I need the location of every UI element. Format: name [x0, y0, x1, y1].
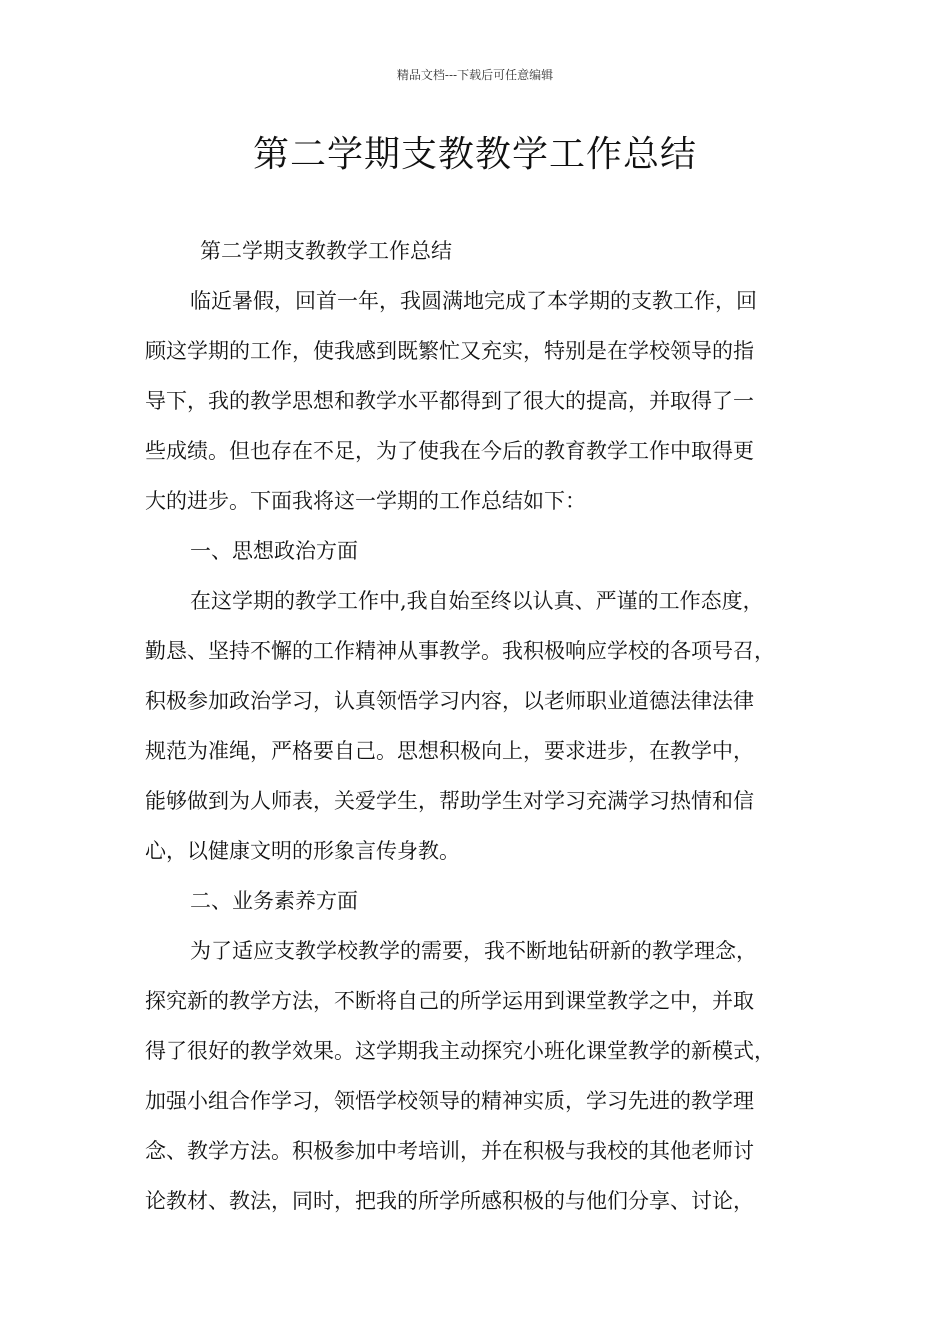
- paragraph-line: 能够做到为人师表，关爱学生，帮助学生对学习充满学习热情和信: [145, 789, 754, 813]
- subtitle-line: 第二学期支教教学工作总结: [200, 239, 452, 263]
- section-heading: 一、思想政治方面: [190, 539, 358, 563]
- paragraph-line: 大的进步。下面我将这一学期的工作总结如下：: [145, 489, 586, 513]
- document-body: [145, 226, 815, 1226]
- paragraph-line: 探究新的教学方法，不断将自己的所学运用到课堂教学之中，并取: [145, 989, 754, 1013]
- paragraph-line: 导下，我的教学思想和教学水平都得到了很大的提高，并取得了一: [145, 389, 754, 413]
- document-title: 第二学期支教教学工作总结: [252, 134, 697, 175]
- paragraph-line: 心，以健康文明的形象言传身教。: [145, 839, 460, 863]
- paragraph-line: 念、教学方法。积极参加中考培训，并在积极与我校的其他老师讨: [145, 1139, 754, 1163]
- section-heading: 二、业务素养方面: [190, 889, 358, 913]
- paragraph-line: 为了适应支教学校教学的需要，我不断地钻研新的教学理念，: [190, 939, 757, 963]
- page-header-note: 精品文档---下载后可任意编辑: [396, 68, 554, 82]
- paragraph-line: 积极参加政治学习，认真领悟学习内容，以老师职业道德法律法律: [145, 689, 754, 713]
- paragraph-line: 加强小组合作学习，领悟学校领导的精神实质，学习先进的教学理: [145, 1089, 754, 1113]
- paragraph-line: 得了很好的教学效果。这学期我主动探究小班化课堂教学的新模式，: [145, 1039, 775, 1063]
- paragraph-line: 在这学期的教学工作中,我自始至终以认真、严谨的工作态度，: [190, 589, 764, 613]
- paragraph-line: 勤恳、坚持不懈的工作精神从事教学。我积极响应学校的各项号召，: [145, 639, 775, 663]
- paragraph-line: 论教材、教法，同时，把我的所学所感积极的与他们分享、讨论，: [145, 1189, 754, 1213]
- paragraph-line: 些成绩。但也存在不足，为了使我在今后的教育教学工作中取得更: [145, 439, 754, 463]
- paragraph-line: 规范为准绳，严格要自己。思想积极向上，要求进步，在教学中，: [145, 739, 754, 763]
- paragraph-line: 临近暑假，回首一年，我圆满地完成了本学期的支教工作，回: [190, 289, 757, 313]
- paragraph-line: 顾这学期的工作，使我感到既繁忙又充实，特别是在学校领导的指: [145, 339, 754, 363]
